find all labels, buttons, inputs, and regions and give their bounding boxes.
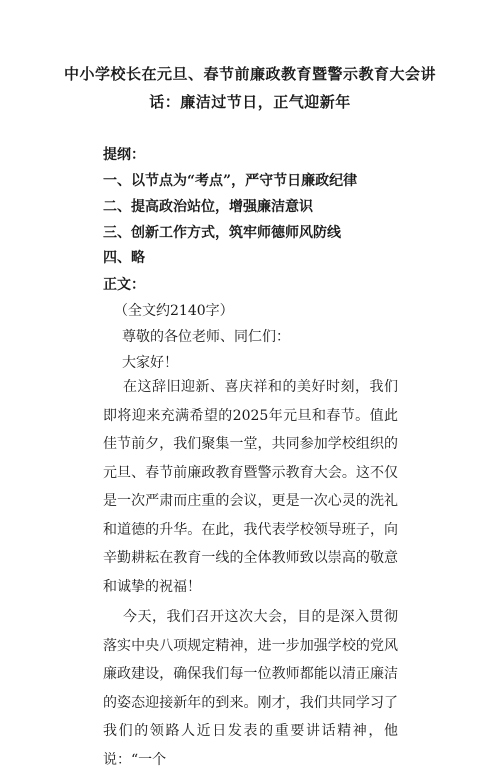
outline-item-3: 三、创新工作方式，筑牢师德师风防线 [103,225,341,241]
body-paragraph: 今天，我们召开这次大会，目的是深入贯彻落实中央八项规定精神，进一步加强学校的党风廉政建设，确保我们每一位教师都能以清正廉洁的姿态迎接新年的到来。刚才，我们共同学习了我们的领路人近日发表的重要讲话精神，他说：“一个 [103,609,398,768]
document-title-line-1: 中小学校长在元旦、春节前廉政教育暨警示教育大会讲 [63,65,436,83]
document-title-line-2: 话：廉洁过节日，正气迎新年 [149,93,351,111]
greeting: 大家好！ [122,355,178,371]
outline-item-4: 四、略 [103,250,145,266]
word-count-note: （全文约2140字） [114,303,234,319]
body-text [103,373,398,774]
outline-item-1: 一、以节点为“考点”，严守节日廉政纪律 [103,173,358,189]
salutation: 尊敬的各位老师、同仁们： [122,329,290,345]
outline-item-2: 二、提高政治站位，增强廉洁意识 [103,199,313,215]
outline-heading: 提纲： [103,147,145,163]
body-heading: 正文： [103,277,145,293]
body-paragraph: 在这辞旧迎新、喜庆祥和的美好时刻，我们即将迎来充满希望的2025年元旦和春节。值此佳节前夕，我们聚集一堂，共同参加学校组织的元旦、春节前廉政教育暨警示教育大会。这不仅是一次严肃而庄重的会议，更是一次心灵的洗礼和道德的升华。在此，我代表学校领导班子，向辛勤耕耘在教育一线的全体教师致以崇高的敬意和诚挚的祝福！ [103,379,398,595]
